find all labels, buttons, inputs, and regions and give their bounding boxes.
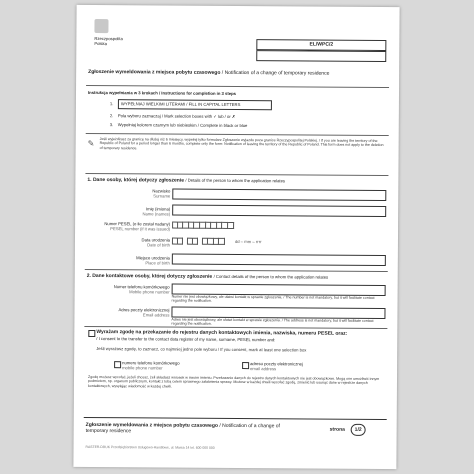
step3-text: Wypełniaj kolorem czarnym lub niebieskim / Complete in black or blue bbox=[117, 122, 248, 129]
date-format-hint: dd – mm – rrrr bbox=[234, 238, 262, 245]
imprint: RASTER-DRUK Przedsiębiorstwo Usługowo-Handlowe, ul. Marsa 14 tel. 600 000 000 bbox=[85, 444, 215, 450]
title-en: / Notification of a change of temporary residence bbox=[221, 69, 330, 77]
first-name-label: Imię (imiona) bbox=[145, 206, 171, 212]
consent-email-checkbox[interactable] bbox=[242, 362, 249, 369]
phone-label-en: Mobile phone number bbox=[129, 289, 170, 295]
email-note: Adres nie jest obowiązkowy, ale ułatwi kontakt w sprawie zgłoszenia. / The address is not mandatory, but it will facilitate contact regarding the notification. bbox=[171, 317, 374, 327]
pen-icon: ✎ bbox=[87, 138, 95, 149]
phone-label: Numer telefonu komórkowego bbox=[113, 284, 170, 290]
step3-num: 3. bbox=[109, 122, 114, 128]
emblem-label: Rzeczpospolita Polska bbox=[94, 36, 123, 47]
consent-phone-label: numeru telefonu komórkowego bbox=[122, 360, 180, 366]
pesel-field[interactable] bbox=[172, 222, 234, 229]
first-name-label-en: Name (names) bbox=[142, 211, 171, 217]
phone-note: Numer nie jest obowiązkowy, ale ułatwi kontakt w sprawie zgłoszenia. / The number is not mandatory, but it will facilitate contact regarding the notification. bbox=[171, 294, 375, 304]
pesel-label: Numer PESEL (o ile został nadany) bbox=[104, 221, 171, 227]
page-title bbox=[88, 69, 388, 77]
consent-note: Jeśli wyrażasz zgodę, to zaznacz, co najmniej jedno pole wyboru / If you consent, mark at least one selection box bbox=[96, 346, 307, 353]
birth-date-label-en: Date of birth bbox=[147, 242, 170, 248]
email-label: Adres poczty elektronicznej bbox=[118, 307, 170, 313]
surname-label: Nazwisko bbox=[152, 188, 171, 194]
consent-legal-text: Zgodę możesz wycofać, jeżeli chcesz, żeli składasz wniosek w swoim imieniu. Przekazanie danych do rejestru danych kontaktowych nie jest obowiązkowe. Mogą one umożliwić innym podmiotom, np. organom publicznym, kontakt z tobą celem sprawnego załatwienia sprawy. Możesz w każdej chwili wycofać zgodę, zmienić lub usunąć dane w rejestrze danych kontaktowych, wysyłając wiadomość w kazdej chwili. bbox=[87, 374, 380, 389]
consent-phone-label-en: mobile phone number bbox=[122, 365, 163, 371]
pesel-label-en: PESEL number (if it was issued) bbox=[110, 226, 171, 232]
intro-note: Jeśli wyjeżdżasz za granicę na dłużej niż 6 miesięcy, wypełnij tylko formularz Zgłoszenie wyjazdu poza granice Rzeczypospolitej Polskiej. / If you are leaving the territory of the Republic of Poland for a period longer than 6 months, complete only the form: Notification of leaving the territory of the Republic of Poland. This form does not apply to the deletion of temporary residence. bbox=[99, 137, 384, 151]
footer-title: Zgłoszenie wymeldowania z miejsca pobytu czasowego / Notification of a change of temporary residence bbox=[85, 421, 280, 435]
step1-num: 1. bbox=[109, 101, 114, 107]
consent-title: Wyrażam zgodę na przekazanie do rejestru danych kontaktowych imienia, nazwiska, numeru PESEL oraz: bbox=[96, 329, 348, 337]
surname-label-en: Surname bbox=[153, 193, 171, 199]
page-label: strona bbox=[329, 426, 345, 433]
office-box bbox=[256, 50, 386, 62]
page-number: 1/2 bbox=[351, 424, 366, 436]
surname-field[interactable] bbox=[172, 189, 386, 201]
birth-date-field[interactable] bbox=[172, 238, 225, 245]
form-code-box bbox=[256, 39, 386, 51]
step1-example: WYPEŁNIAJ WIELKIMI LITERAMI / FILL IN CAPITAL LETTERS bbox=[118, 99, 272, 110]
birth-place-label: Miejsce urodzenia bbox=[136, 255, 170, 261]
section1-heading: 1. Dane osoby, której dotyczy zgłoszenie / Details of the person to whom the application relates bbox=[87, 176, 286, 184]
consent-email-label: adresu poczty elektronicznej bbox=[250, 361, 303, 367]
consent-checkbox[interactable] bbox=[88, 330, 95, 337]
step2-num: 2. bbox=[109, 113, 114, 119]
consent-phone-checkbox[interactable] bbox=[114, 361, 121, 368]
email-label-en: Email address bbox=[142, 312, 170, 318]
first-name-field[interactable] bbox=[172, 205, 386, 217]
consent-email-label-en: email address bbox=[250, 366, 277, 372]
form-code: EL/WPC/2 bbox=[309, 41, 334, 48]
step2-text: Pola wyboru zaznaczaj / Mark selection boxes with ✓ lub / or ✗ bbox=[117, 113, 236, 119]
title-pl: Zgłoszenie wymeldowania z miejsca pobytu czasowego bbox=[88, 68, 221, 76]
birth-place-label-en: Place of birth bbox=[145, 260, 170, 266]
polish-eagle-icon bbox=[94, 19, 108, 33]
form-page bbox=[73, 5, 399, 469]
birth-place-field[interactable] bbox=[172, 254, 386, 266]
consent-subtitle: / I consent to the transfer to the contact data register of my name, surname, PESEL number and: bbox=[96, 336, 276, 343]
instructions-heading: Instrukcja wypełniania w 3 krokach / Instructions for completion in 3 steps bbox=[87, 89, 237, 96]
birth-date-label: Data urodzenia bbox=[141, 237, 170, 243]
section2-heading: 2. Dane kontaktowe osoby, której dotyczy zgłoszenie / Contact details of the person to whom the application relates bbox=[86, 272, 329, 280]
